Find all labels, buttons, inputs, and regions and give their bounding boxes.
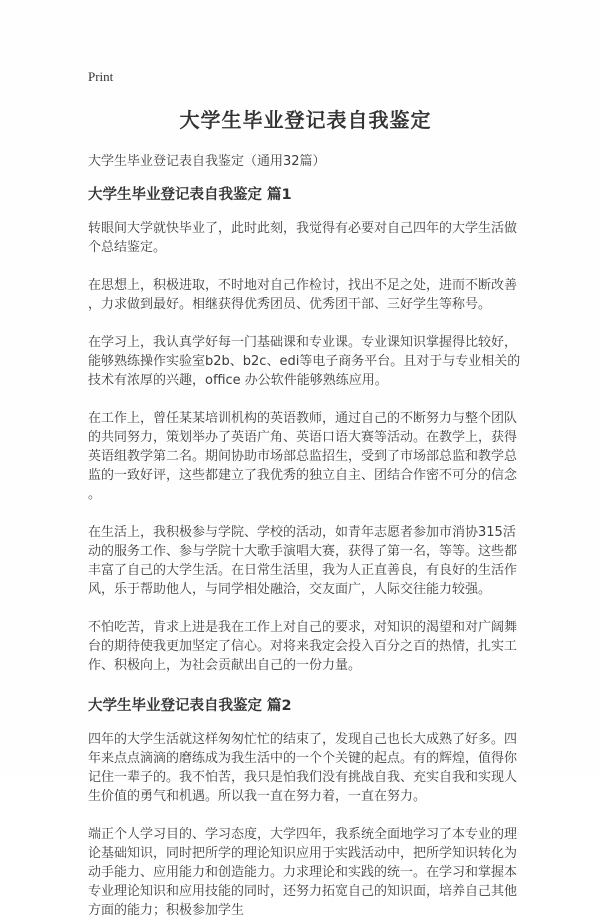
document-subtitle: 大学生毕业登记表自我鉴定（通用32篇） [88,154,326,169]
section-1-paragraph: 转眼间大学就快毕业了，此时此刻，我觉得有必要对自己四年的大学生活做个总结鉴定。 [88,221,518,255]
section-1-paragraph: 在学习上，我认真学好每一门基础课和专业课。专业课知识掌握得比较好，能够熟练操作实验室b2b、b2c、edi等电子商务平台。且对于与专业相关的技术有浓厚的兴趣，office 办公软件能够熟练应用。 [88,335,521,388]
section-1-paragraph: 在思想上，积极进取，不时地对自己作检讨，找出不足之处，进而不断改善，力求做到最好。相继获得优秀团员、优秀团干部、三好学生等称号。 [88,278,518,312]
section-2-paragraph: 四年的大学生活就这样匆匆忙忙的结束了，发现自己也长大成熟了好多。四年来点点滴滴的磨练成为我生活中的一个个关键的起点。有的辉煌，值得你记住一辈子的。我不怕苦，我只是怕我们没有挑战自我、充实自我和实现人生价值的勇气和机遇。所以我一直在努力着，一直在努力。 [88,732,518,804]
section-2-heading: 大学生毕业登记表自我鉴定 篇2 [88,698,292,714]
page-title: 大学生毕业登记表自我鉴定 [179,108,432,132]
section-1-paragraph: 在生活上，我积极参与学院、学校的活动，如青年志愿者参加市消协315活动的服务工作、参与学院十大歌手演唱大赛，获得了第一名，等等。这些都丰富了自己的大学生活。在日常生活里，我为人正直善良，有良好的生活作风，乐于帮助他人，与同学相处融洽，交友面广，人际交往能力较强。 [88,525,518,597]
print-button[interactable]: Print [88,69,114,84]
section-1-heading: 大学生毕业登记表自我鉴定 篇1 [88,187,292,203]
section-2-paragraph: 端正个人学习目的、学习态度，大学四年，我系统全面地学习了本专业的理论基础知识，同时把所学的理论知识应用于实践活动中，把所学知识转化为动手能力、应用能力和创造能力。力求理论和实践的统一。在学习和掌握本专业理论知识和应用技能的同时，还努力拓宽自己的知识面，培养自己其他方面的能力；积极参加学生 [88,827,518,918]
section-1-paragraph: 在工作上，曾任某某培训机构的英语教师，通过自己的不断努力与整个团队的共同努力，策划举办了英语广角、英语口语大赛等活动。在教学上，获得英语组教学第二名。期间协助市场部总监招生，受到了市场部总监和教学总监的一致好评，这些都建立了我优秀的独立自主、团结合作密不可分的信念。 [88,411,518,502]
section-1-paragraph: 不怕吃苦，肯求上进是我在工作上对自己的要求，对知识的渴望和对广阔舞台的期待使我更加坚定了信心。对将来我定会投入百分之百的热情，扎实工作、积极向上，为社会贡献出自己的一份力量。 [88,620,518,673]
